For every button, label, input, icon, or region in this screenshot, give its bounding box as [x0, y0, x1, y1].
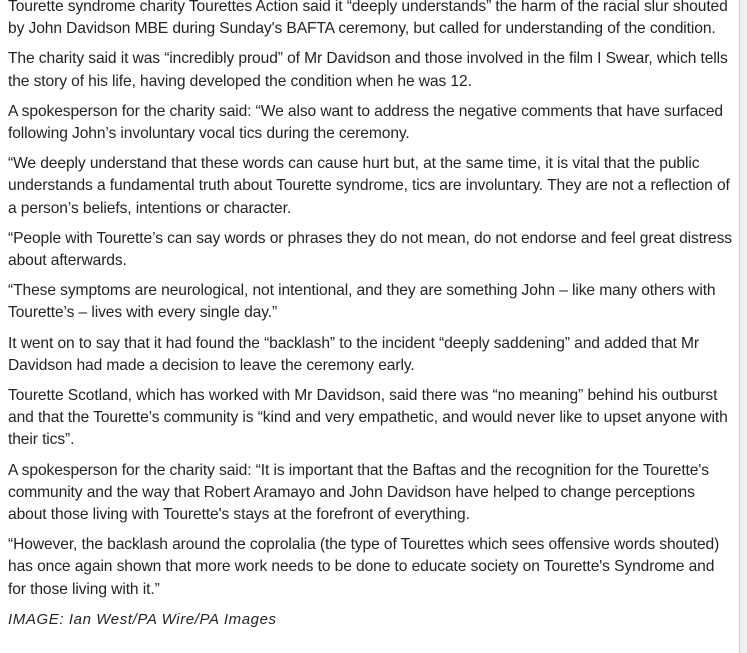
article-paragraph: “These symptoms are neurological, not intentional, and they are something John – like many others with Tourette’s – lives with every single day.” [8, 282, 716, 322]
article-paragraph: “We deeply understand that these words can cause hurt but, at the same time, it is vital that the public understands a fundamental truth about Tourette syndrome, tics are involuntary. They are not a reflection of a person’s beliefs, intentions or character. [8, 155, 730, 217]
article-paragraph: Tourette syndrome charity Tourettes Action said it “deeply understands” the harm of the racial slur shouted by John Davidson MBE during Sunday's BAFTA ceremony, but called for understanding of the condition. [8, 0, 728, 38]
image-credit: IMAGE: Ian West/PA Wire/PA Images [8, 610, 277, 628]
article-paragraph: A spokesperson for the charity said: “It is important that the Baftas and the recognition for the Tourette's community and the way that Robert Aramayo and John Davidson have helped to change perceptions about those living with Tourette's stays at the forefront of everything. [8, 461, 709, 524]
article-paragraph: “However, the backlash around the coprolalia (the type of Tourettes which sees offensive words shouted) has once again shown that more work needs to be done to educate society on Tourette's Syndrome and for those living with it.” [8, 536, 720, 598]
article-paragraph: “People with Tourette’s can say words or phrases they do not mean, do not endorse and feel great distress about afterwards. [8, 229, 732, 270]
article-paragraph: The charity said it was “incredibly proud” of Mr Davidson and those involved in the film I Swear, which tells the story of his life, having developed the condition when he was 12. [8, 50, 728, 90]
article-body [8, 0, 732, 639]
article-paragraph: A spokesperson for the charity said: “We also want to address the negative comments that have surfaced following John’s involuntary vocal tics during the ceremony. [8, 102, 724, 143]
article-paragraph: Tourette Scotland, which has worked with Mr Davidson, said there was “no meaning” behind his outburst and that the Tourette’s community is “kind and very empathetic, and would never like to upset anyone with their tics”. [8, 387, 728, 449]
scrollbar[interactable] [740, 0, 747, 653]
article-paragraph: It went on to say that it had found the “backlash” to the incident “deeply saddening” and added that Mr Davidson had made a decision to leave the ceremony early. [8, 334, 700, 374]
